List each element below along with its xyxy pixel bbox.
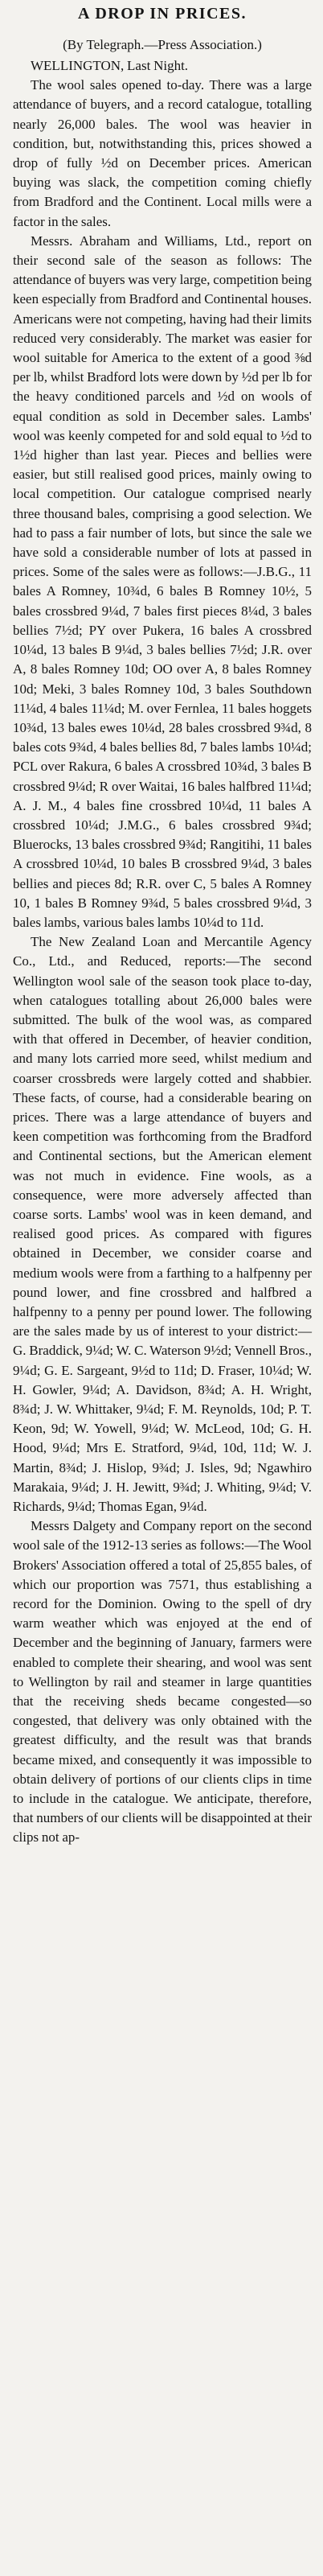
article-headline: A DROP IN PRICES. xyxy=(78,5,247,23)
paragraph-sales-opened: The wool sales opened to-day. There was a large attendance of buyers, and a record catalogue, totalling nearly 26,000 bales. The wool was heavier in condition, but, notwithstanding this, prices showed a drop of fully ½d on December prices. American buying was slack, the competition coming chiefly from Bradford and the Continent. Local mills were a factor in the sales. xyxy=(13,77,312,229)
press-credit: (By Telegraph.—Press Association.) xyxy=(63,37,262,52)
dateline: WELLINGTON, Last Night. xyxy=(31,58,189,73)
paragraph-dalgety: Messrs Dalgety and Company report on the second wool sale of the 1912-13 series as follows:—The Wool Brokers' Association offered a total of 25,855 bales, of which our proportion was 7571, thus establishing a record for the Dominion. Owing to the spell of dry warm weather which was enjoyed at the end of December and the beginning of January, farmers were enabled to complete their shearing, and wool was sent to Wellington by rail and steamer in large quantities that the receiving sheds became congested—so congested, that delivery was only obtained with the greatest difficulty, and the result was that brands became mixed, and consequently it was impossible to obtain delivery of portions of our clients clips in time to include in the catalogue. We anticipate, therefore, that numbers of our clients will be disappointed at their clips not ap- xyxy=(13,1518,312,1846)
article-body xyxy=(13,56,312,1848)
paragraph-abraham-williams: Messrs. Abraham and Williams, Ltd., report on their second sale of the season as follows: The attendance of buyers was very large, competition being keen especially from Bradford and Continental houses. Americans were not competing, having had their limits reduced very considerably. The market was easier for wool suitable for America to the extent of a good ⅜d per lb, whilst Bradford lots were down by ½d per lb for the heavy conditioned parcels and ½d on wools of equal condition as sold in December sales. Lambs' wool was keenly competed for and sold equal to ½d to 1½d higher than last year. Pieces and bellies were easier, but still realised good prices, mainly owing to local competition. Our catalogue comprised nearly three thousand bales, comprising a good selection. We had to pass a fair number of lots, but since the sale we have sold a considerable number of lots at passed in prices. Some of the sales were as follows:—J.B.G., 11 bales A Romney, 10¾d, 6 bales B Romney 10½, 5 bales crossbred 9¼d, 7 bales first pieces 8¼d, 3 bales bellies 7½d; PY over Pukera, 16 bales A crossbred 10¼d, 13 bales B 9¼d, 3 bales bellies 7½d; J.R. over A, 8 bales Romney 10d; OO over A, 8 bales Romney 10d; Meki, 3 bales Romney 10d, 3 bales Southdown 11¼d, 4 bales 11¼d; M. over Fernlea, 11 bales hoggets 10¾d, 13 bales ewes 10¼d, 28 bales crossbred 9¾d, 8 bales cots 9¾d, 4 bales bellies 8d, 7 bales lambs 10¼d; PCL over Rakura, 6 bales A crossbred 10¾d, 3 bales B crossbred 9¼d; R over Waitai, 16 bales halfbred 11¼d; A. J. M., 4 bales fine crossbred 10¼d, 11 bales A crossbred 10¼d; J.M.G., 6 bales crossbred 9¾d; Bluerocks, 13 bales crossbred 9¾d; Rangitihi, 11 bales A crossbred 10¼d, 10 bales B crossbred 9¼d, 3 bales bellies and pieces 8d; R.R. over C, 5 bales A Romney 10, 1 bales B Romney 9¾d, 5 bales crossbred 9¼d, 3 bales lambs, various bales lambs 10¼d to 11d. xyxy=(13,232,312,930)
paragraph-nz-loan-mercantile: The New Zealand Loan and Mercantile Agency Co., Ltd., and Reduced, reports:—The second Wellington wool sale of the season took place to-day, when catalogues totalling about 26,000 bales were submitted. The bulk of the wool was, as compared with that offered in December, of heavier condition, and many lots carried more seed, whilst medium and coarser crossbreds were largely cotted and shabbier. These facts, of course, had a considerable bearing on prices. There was a large attendance of buyers and keen competition was forthcoming from the Bradford and Continental sections, but the American element was not much in evidence. Fine wools, as a consequence, were more adversely affected than coarse sorts. Lambs' wool was in keen demand, and realised good prices. As compared with figures obtained in December, we consider coarse and medium wools were from a farthing to a halfpenny per pound lower, and fine crossbred and halfbred a halfpenny to a penny per pound lower. The following are the sales made by us of interest to your district:—G. Braddick, 9¼d; W. C. Waterson 9½d; Vennell Bros., 9¼d; G. E. Sargeant, 9½d to 11d; D. Fraser, 10¼d; W. H. Gowler, 9¼d; A. Davidson, 8¾d; A. H. Wright, 8¾d; J. W. Whittaker, 9¼d; F. M. Reynolds, 10d; P. T. Keon, 9d; W. Yowell, 9¼d; W. McLeod, 10d; G. H. Hood, 9¼d; Mrs E. Stratford, 9¼d, 10d, 11d; W. J. Martin, 8¾d; J. Hislop, 9¾d; J. Isles, 9d; Ngawhiro Marakaia, 9¼d; J. H. Jewitt, 9¾d; J. Whiting, 9¼d; V. Richards, 9¼d; Thomas Egan, 9¼d. xyxy=(13,934,312,1515)
